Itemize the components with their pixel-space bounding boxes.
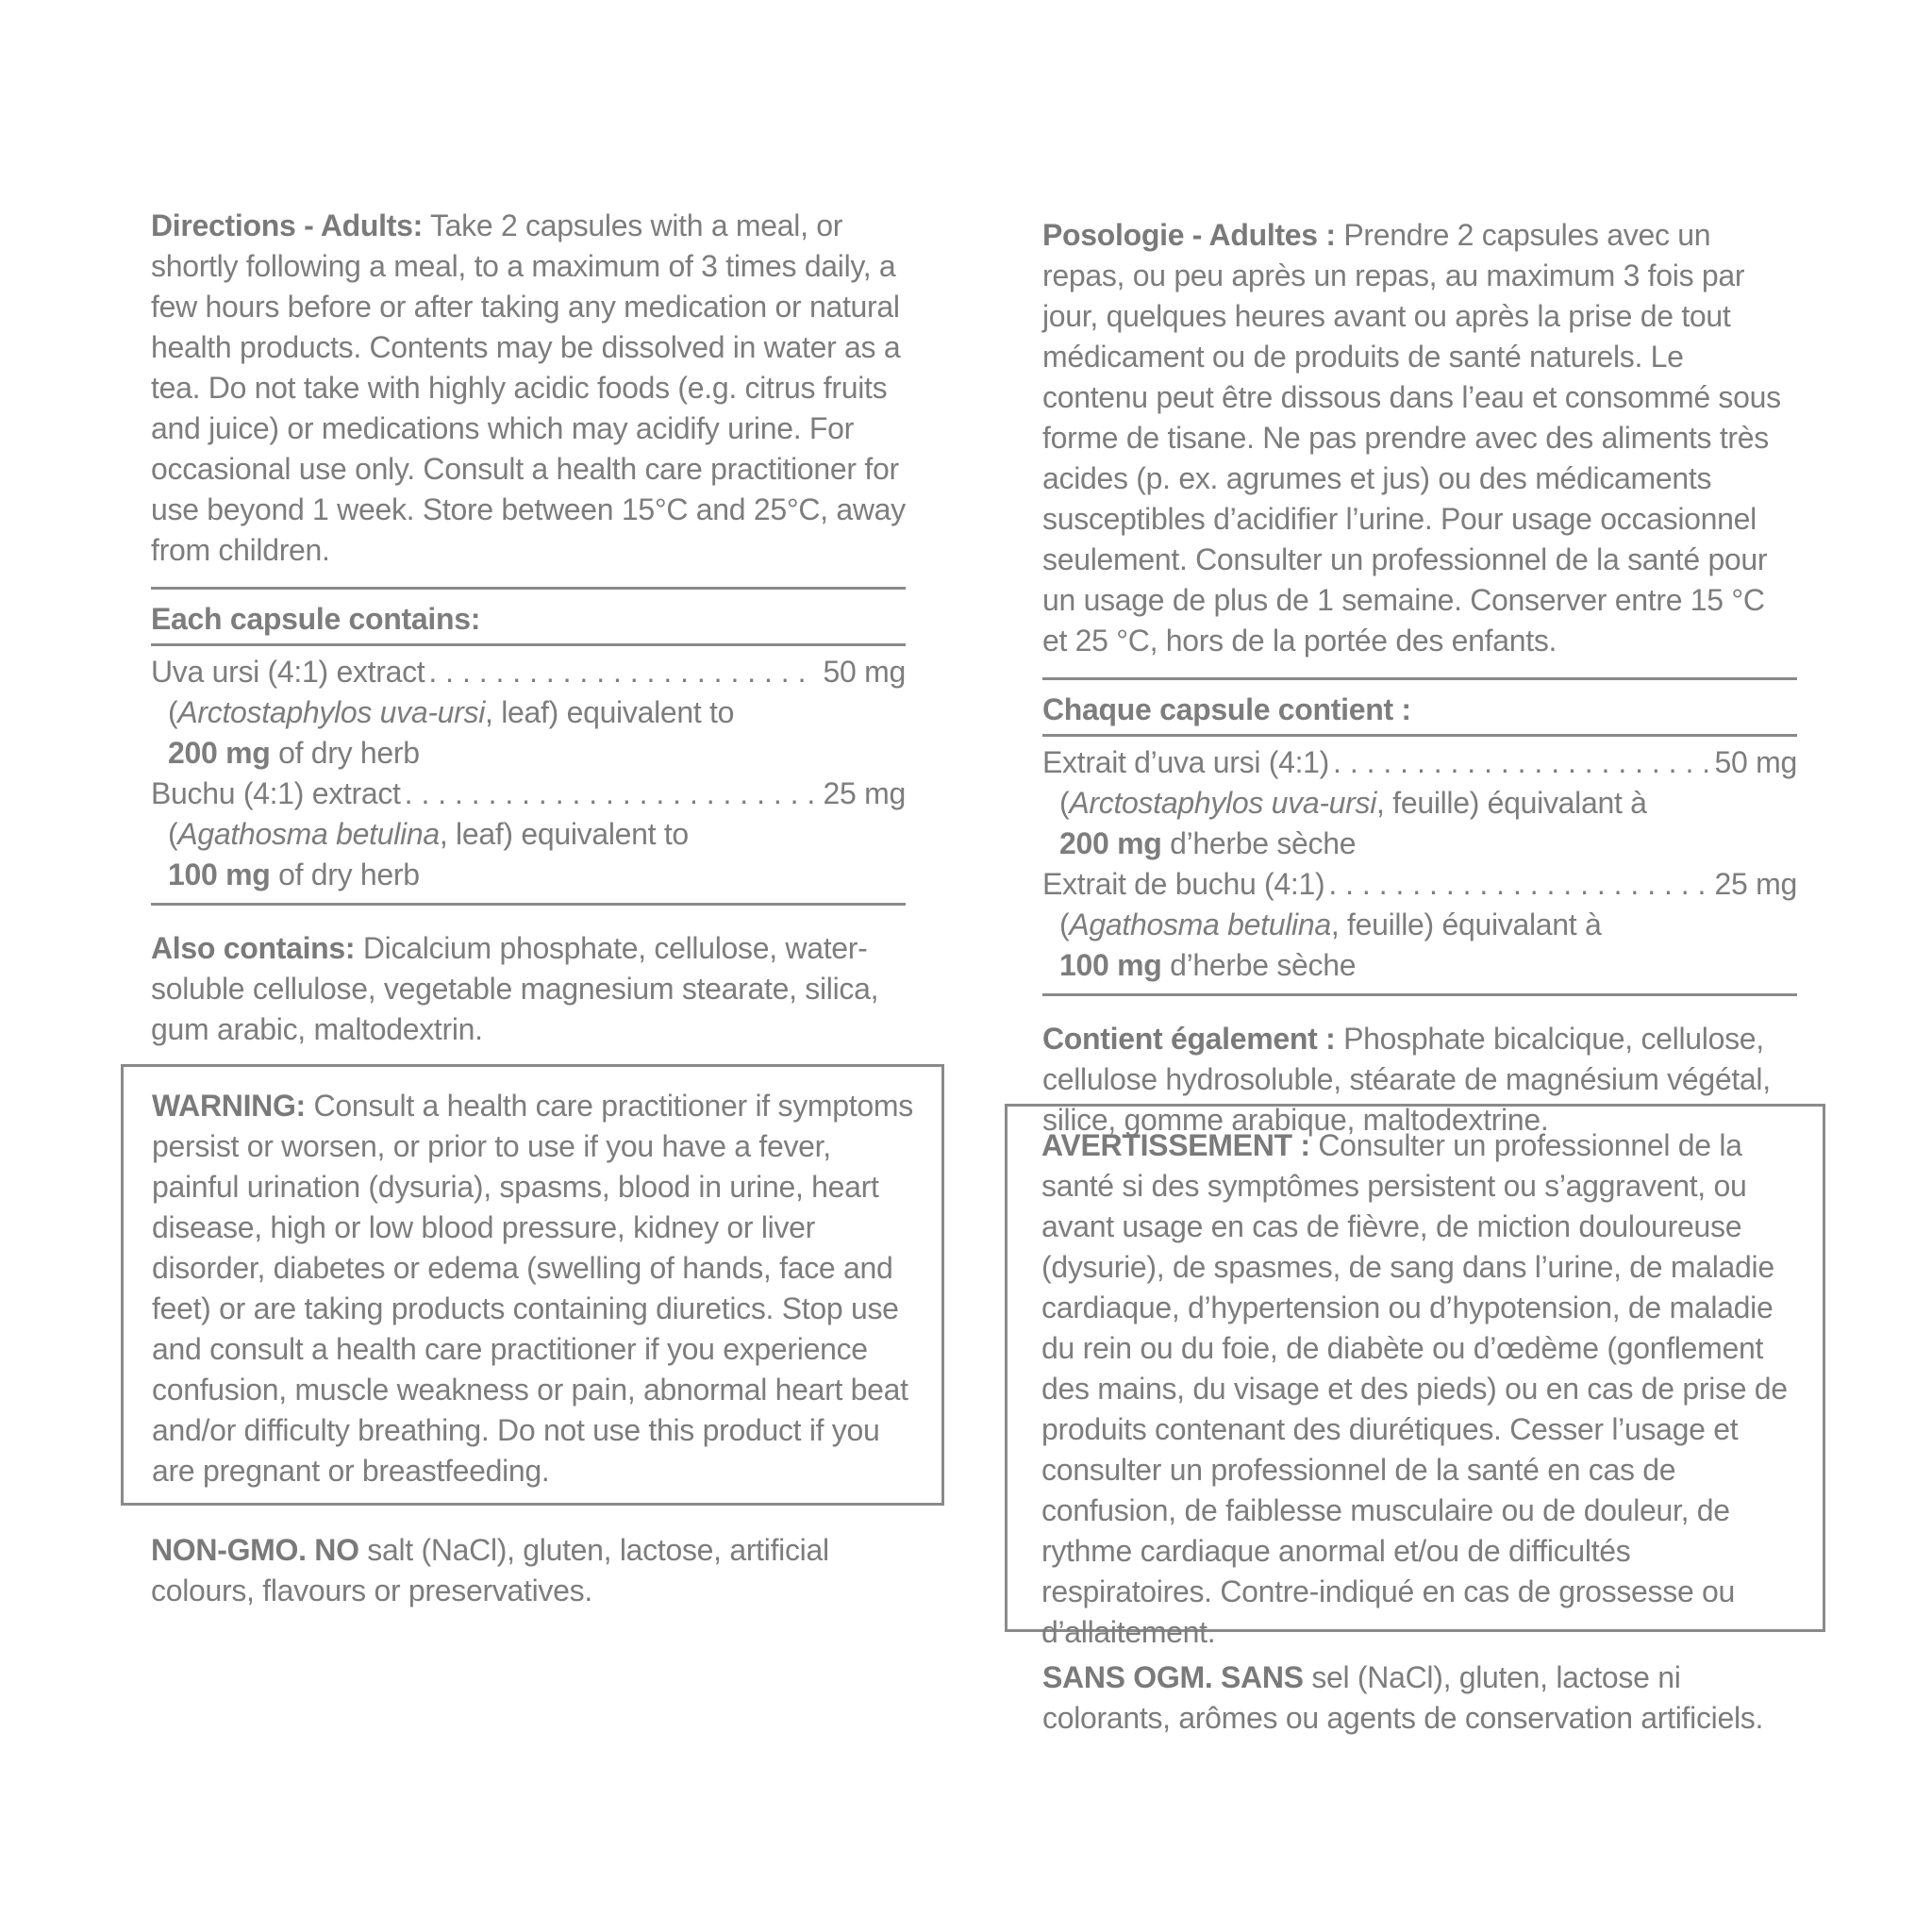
directions-section	[151, 206, 906, 571]
english-column	[151, 206, 906, 1050]
warning-box	[121, 1064, 944, 1506]
latin-name: Arctostaphylos uva-ursi	[1069, 786, 1377, 820]
contains-title: Each capsule contains:	[151, 602, 481, 636]
equivalent-amount: 200 mg	[168, 736, 271, 770]
non-gmo-heading: NON-GMO. NO	[151, 1533, 359, 1567]
latin-name: Agathosma betulina	[177, 817, 440, 851]
warning-heading-fr: AVERTISSEMENT :	[1041, 1128, 1310, 1162]
dot-leader	[405, 774, 816, 814]
ingredient-amount: 50 mg	[1714, 745, 1797, 779]
warning-box-fr	[1005, 1104, 1825, 1649]
ingredient-equivalent: 200 mg d’herbe sèche	[1059, 826, 1357, 860]
ingredient-source: (Agathosma betulina, leaf) equivalent to	[168, 817, 689, 851]
non-gmo-statement	[151, 1530, 934, 1611]
non-gmo-statement-fr	[1042, 1657, 1797, 1739]
ingredient-equivalent: 100 mg d’herbe sèche	[1059, 948, 1357, 982]
directions-section-fr	[1042, 215, 1797, 661]
ingredient-source: (Agathosma betulina, feuille) équivalant à	[1059, 908, 1602, 941]
ingredient-amount: 50 mg	[823, 655, 906, 689]
warning-text: Consult a health care practitioner if symptoms persist or worsen, or prior to use if you have a fever, painful urination (dysuria), spasms, blood in urine, heart disease, high or low blood pressure, kidney or liver disorder, diabetes or edema (swelling of hands, face and feet) or are taking products containing diuretics. Stop use and consult a health care practitioner if you experience confusion, muscle weakness or pain, abnormal heart beat and/or difficulty breathing. Do not use this product if you are pregnant or breastfeeding.	[152, 1089, 913, 1488]
equivalent-amount: 200 mg	[1059, 826, 1162, 860]
latin-name: Arctostaphylos uva-ursi	[177, 695, 486, 729]
ingredients-list	[151, 646, 906, 903]
non-gmo-text: salt (NaCl), gluten, lactose, artificial colours, flavours or preservatives.	[151, 1533, 829, 1607]
ingredient-name: Uva ursi (4:1) extract	[151, 655, 425, 689]
ingredient-item	[1042, 742, 1797, 864]
ingredient-source: (Arctostaphylos uva-ursi, leaf) equivalent to	[168, 695, 735, 729]
ingredient-equivalent: 100 mg of dry herb	[168, 858, 420, 891]
ingredient-item	[151, 774, 906, 895]
divider	[151, 903, 906, 906]
dot-leader	[1328, 864, 1707, 905]
contains-title-fr: Chaque capsule contient :	[1042, 692, 1411, 726]
non-gmo-text-fr: sel (NaCl), gluten, lactose ni colorants, arômes ou agents de conservation artificiels.	[1042, 1660, 1764, 1735]
equivalent-amount: 100 mg	[168, 858, 271, 891]
directions-heading-fr: Posologie - Adultes :	[1042, 218, 1336, 252]
dot-leader	[1333, 742, 1707, 783]
french-column	[1042, 215, 1797, 1141]
ingredient-source: (Arctostaphylos uva-ursi, feuille) équivalant à	[1059, 786, 1647, 820]
warning-heading: WARNING:	[152, 1089, 306, 1123]
ingredient-item	[1042, 864, 1797, 986]
ingredient-name: Extrait de buchu (4:1)	[1042, 867, 1325, 901]
directions-text-fr: Prendre 2 capsules avec un repas, ou peu après un repas, au maximum 3 fois par jour, quelques heures avant ou après la prise de tout médicament ou de produits de santé naturels. Le contenu peut être dissous dans l’eau et consommé sous forme de tisane. Ne pas prendre avec des aliments très acides (p. ex. agrumes et jus) ou des médicaments susceptibles d’acidifier l’urine. Pour usage occasionnel seulement. Consulter un professionnel de la santé pour un usage de plus de 1 semaine. Conserver entre 15 °C et 25 °C, hors de la portée des enfants.	[1042, 218, 1781, 658]
latin-name: Agathosma betulina	[1069, 908, 1331, 941]
also-contains-text: Dicalcium phosphate, cellulose, water-soluble cellulose, vegetable magnesium stearate, silica, gum arabic, maltodextrin.	[151, 931, 879, 1046]
non-gmo-heading-fr: SANS OGM. SANS	[1042, 1660, 1304, 1694]
also-contains-text-fr: Phosphate bicalcique, cellulose, cellulose hydrosoluble, stéarate de magnésium végétal, silice, gomme arabique, maltodextrine.	[1042, 1022, 1771, 1137]
also-contains-section	[151, 928, 906, 1050]
ingredient-name: Buchu (4:1) extract	[151, 776, 401, 810]
dot-leader	[428, 652, 815, 692]
ingredient-amount: 25 mg	[823, 776, 906, 810]
ingredient-equivalent: 200 mg of dry herb	[168, 736, 420, 770]
ingredient-name: Extrait d’uva ursi (4:1)	[1042, 745, 1330, 779]
ingredient-amount: 25 mg	[1714, 867, 1797, 901]
directions-text: Take 2 capsules with a meal, or shortly following a meal, to a maximum of 3 times daily, a few hours before or after taking any medication or natural health products. Contents may be dissolved in water as a tea. Do not take with highly acidic foods (e.g. citrus fruits and juice) or medications which may acidify urine. For occasional use only. Consult a health care practitioner for use beyond 1 week. Store between 15°C and 25°C, away from children.	[151, 208, 906, 567]
ingredients-list-fr	[1042, 737, 1797, 993]
also-contains-heading-fr: Contient également :	[1042, 1022, 1336, 1056]
equivalent-amount: 100 mg	[1059, 948, 1162, 982]
directions-heading: Directions - Adults:	[151, 208, 423, 242]
warning-text-fr: Consulter un professionnel de la santé si des symptômes persistent ou s’aggravent, ou avant usage en cas de fièvre, de miction douloureuse (dysurie), de spasmes, de sang dans l’urine, de maladie cardiaque, d’hypertension ou d’hypotension, de maladie du rein ou du foie, de diabète ou d’œdème (gonflement des mains, du visage et des pieds) ou en cas de prise de produits contenant des diurétiques. Cesser l’usage et consulter un professionnel de la santé en cas de confusion, de faiblesse musculaire ou de douleur, de rythme cardiaque anormal et/ou de difficultés respiratoires. Contre-indiqué en cas de grossesse ou d’allaitement.	[1041, 1128, 1788, 1649]
divider	[1042, 993, 1797, 996]
ingredient-item	[151, 652, 906, 774]
also-contains-heading: Also contains:	[151, 931, 356, 965]
